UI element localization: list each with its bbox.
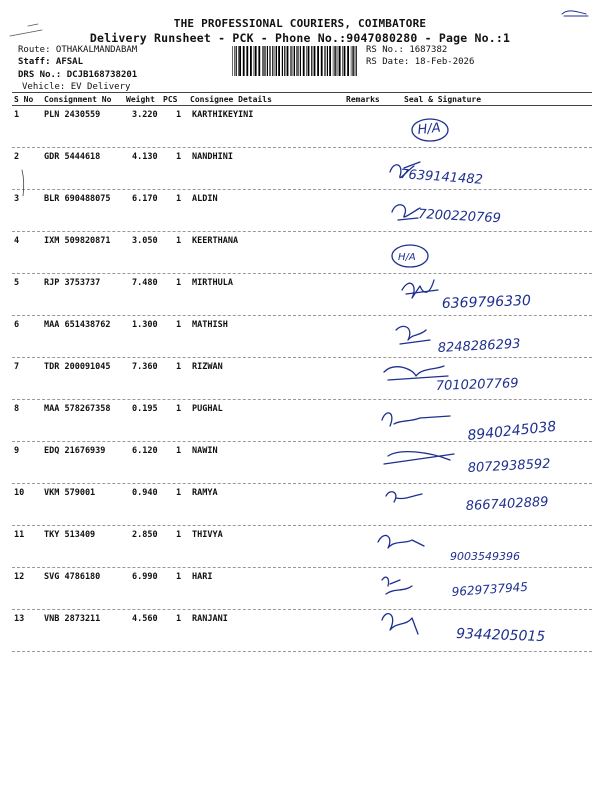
- handwritten-note: 8940245038: [466, 418, 558, 444]
- handwritten-note: 8072938592: [467, 456, 551, 476]
- signature-scribble: [382, 413, 450, 426]
- row-consignee: HARI: [192, 572, 213, 582]
- row-consignment-no: GDR 5444618: [44, 152, 101, 162]
- row-sno: 3: [14, 194, 20, 204]
- row-consignee: KARTHIKEYINI: [192, 110, 254, 120]
- row-weight: 3.220: [132, 110, 158, 120]
- barcode: [232, 46, 360, 76]
- col-consignment: Consignment No: [44, 95, 112, 104]
- row-sno: 1: [14, 110, 20, 120]
- runsheet-title: Delivery Runsheet - PCK - Phone No.:9047080280 - Page No.:1: [89, 31, 511, 45]
- route-label: Route: OTHAKALMANDABAM: [18, 45, 138, 55]
- row-pcs: 1: [176, 278, 182, 288]
- row-pcs: 1: [176, 362, 182, 372]
- row-consignee: RANJANI: [192, 614, 228, 624]
- row-consignment-no: MAA 651438762: [44, 320, 111, 330]
- row-consignee: KEERTHANA: [192, 236, 239, 246]
- col-pcs: PCS: [163, 95, 178, 104]
- signature-column: [360, 100, 592, 680]
- row-pcs: 1: [176, 530, 182, 540]
- row-consignee: PUGHAL: [192, 404, 223, 414]
- row-consignee: RAMYA: [192, 488, 218, 498]
- col-seal-signature: Seal & Signature: [404, 95, 482, 104]
- row-consignee: NANDHINI: [192, 152, 233, 162]
- row-weight: 0.195: [132, 404, 158, 414]
- row-weight: 4.130: [132, 152, 158, 162]
- col-weight: Weight: [126, 95, 155, 104]
- row-sno: 10: [14, 488, 25, 498]
- col-remarks: Remarks: [346, 95, 380, 104]
- pen-stray-line: [18, 168, 28, 198]
- row-pcs: 1: [176, 446, 182, 456]
- row-pcs: 1: [176, 152, 182, 162]
- signature-scribble: [382, 614, 418, 634]
- row-pcs: 1: [176, 404, 182, 414]
- row-consignee: NAWIN: [192, 446, 218, 456]
- row-weight: 6.170: [132, 194, 158, 204]
- row-sno: 4: [14, 236, 20, 246]
- signature-scribble: [378, 535, 424, 548]
- row-consignment-no: SVG 4786180: [44, 572, 101, 582]
- col-consignee: Consignee Details: [190, 95, 272, 104]
- handwritten-note: H/A: [416, 120, 442, 138]
- row-sno: 6: [14, 320, 20, 330]
- row-weight: 7.480: [132, 278, 158, 288]
- row-sno: 13: [14, 614, 25, 624]
- row-sno: 12: [14, 572, 25, 582]
- row-consignment-no: IXM 509820871: [44, 236, 111, 246]
- row-pcs: 1: [176, 572, 182, 582]
- row-consignee: THIVYA: [192, 530, 223, 540]
- row-pcs: 1: [176, 194, 182, 204]
- row-consignment-no: VKM 579001: [44, 488, 96, 498]
- row-consignment-no: TDR 200091045: [44, 362, 111, 372]
- row-sno: 9: [14, 446, 20, 456]
- handwritten-note: 7010207769: [435, 376, 519, 394]
- signature-scribble: [384, 452, 454, 464]
- signature-scribble: [382, 577, 412, 594]
- signature-scribble: [396, 326, 430, 344]
- row-consignee: MIRTHULA: [192, 278, 233, 288]
- row-consignment-no: BLR 690488075: [44, 194, 111, 204]
- row-pcs: 1: [176, 110, 182, 120]
- row-pcs: 1: [176, 614, 182, 624]
- row-pcs: 1: [176, 488, 182, 498]
- handwritten-note: 8667402889: [465, 494, 549, 514]
- staff-label: Staff: AFSAL: [18, 57, 84, 67]
- row-pcs: 1: [176, 320, 182, 330]
- row-pcs: 1: [176, 236, 182, 246]
- row-weight: 6.120: [132, 446, 158, 456]
- row-weight: 4.560: [132, 614, 158, 624]
- row-consignee: RIZWAN: [192, 362, 223, 372]
- signature-scribble: [386, 492, 422, 502]
- drs-number: DRS No.: DCJB168738201: [18, 70, 138, 80]
- company-title: THE PROFESSIONAL COURIERS, COIMBATORE: [173, 17, 427, 30]
- row-sno: 7: [14, 362, 20, 372]
- rs-date: RS Date: 18-Feb-2026: [366, 57, 475, 67]
- signature-scribble: [402, 280, 438, 298]
- row-consignment-no: PLN 2430559: [44, 110, 101, 120]
- row-weight: 7.360: [132, 362, 158, 372]
- row-consignment-no: RJP 3753737: [44, 278, 101, 288]
- row-weight: 2.850: [132, 530, 158, 540]
- handwritten-note: 9344205015: [455, 626, 546, 646]
- row-weight: 1.300: [132, 320, 158, 330]
- row-consignment-no: VNB 2873211: [44, 614, 101, 624]
- handwritten-note: 9629737945: [451, 579, 529, 599]
- handwritten-note: H/A: [398, 252, 416, 263]
- header-rule-top: [12, 92, 592, 93]
- handwritten-note: 7639141482: [399, 167, 484, 188]
- row-sno: 2: [14, 152, 20, 162]
- handwritten-note: 7200220769: [417, 207, 502, 227]
- handwritten-note: 6369796330: [441, 292, 532, 312]
- row-sno: 11: [14, 530, 25, 540]
- row-consignee: ALDIN: [192, 194, 218, 204]
- row-consignment-no: TKY 513409: [44, 530, 96, 540]
- col-sno: S No: [14, 95, 34, 104]
- row-weight: 3.050: [132, 236, 158, 246]
- vehicle-label: Vehicle: EV Delivery: [22, 82, 131, 92]
- row-consignee: MATHISH: [192, 320, 228, 330]
- row-consignment-no: EDQ 21676939: [44, 446, 106, 456]
- row-consignment-no: MAA 578267358: [44, 404, 111, 414]
- handwritten-note: 8248286293: [437, 336, 521, 356]
- handwritten-note: 9003549396: [450, 550, 520, 563]
- rs-number: RS No.: 1687382: [366, 45, 448, 55]
- row-sno: 5: [14, 278, 20, 288]
- row-weight: 0.940: [132, 488, 158, 498]
- signature-scribble: [392, 205, 420, 220]
- row-sno: 8: [14, 404, 20, 414]
- row-weight: 6.990: [132, 572, 158, 582]
- signature-scribble: [384, 366, 448, 380]
